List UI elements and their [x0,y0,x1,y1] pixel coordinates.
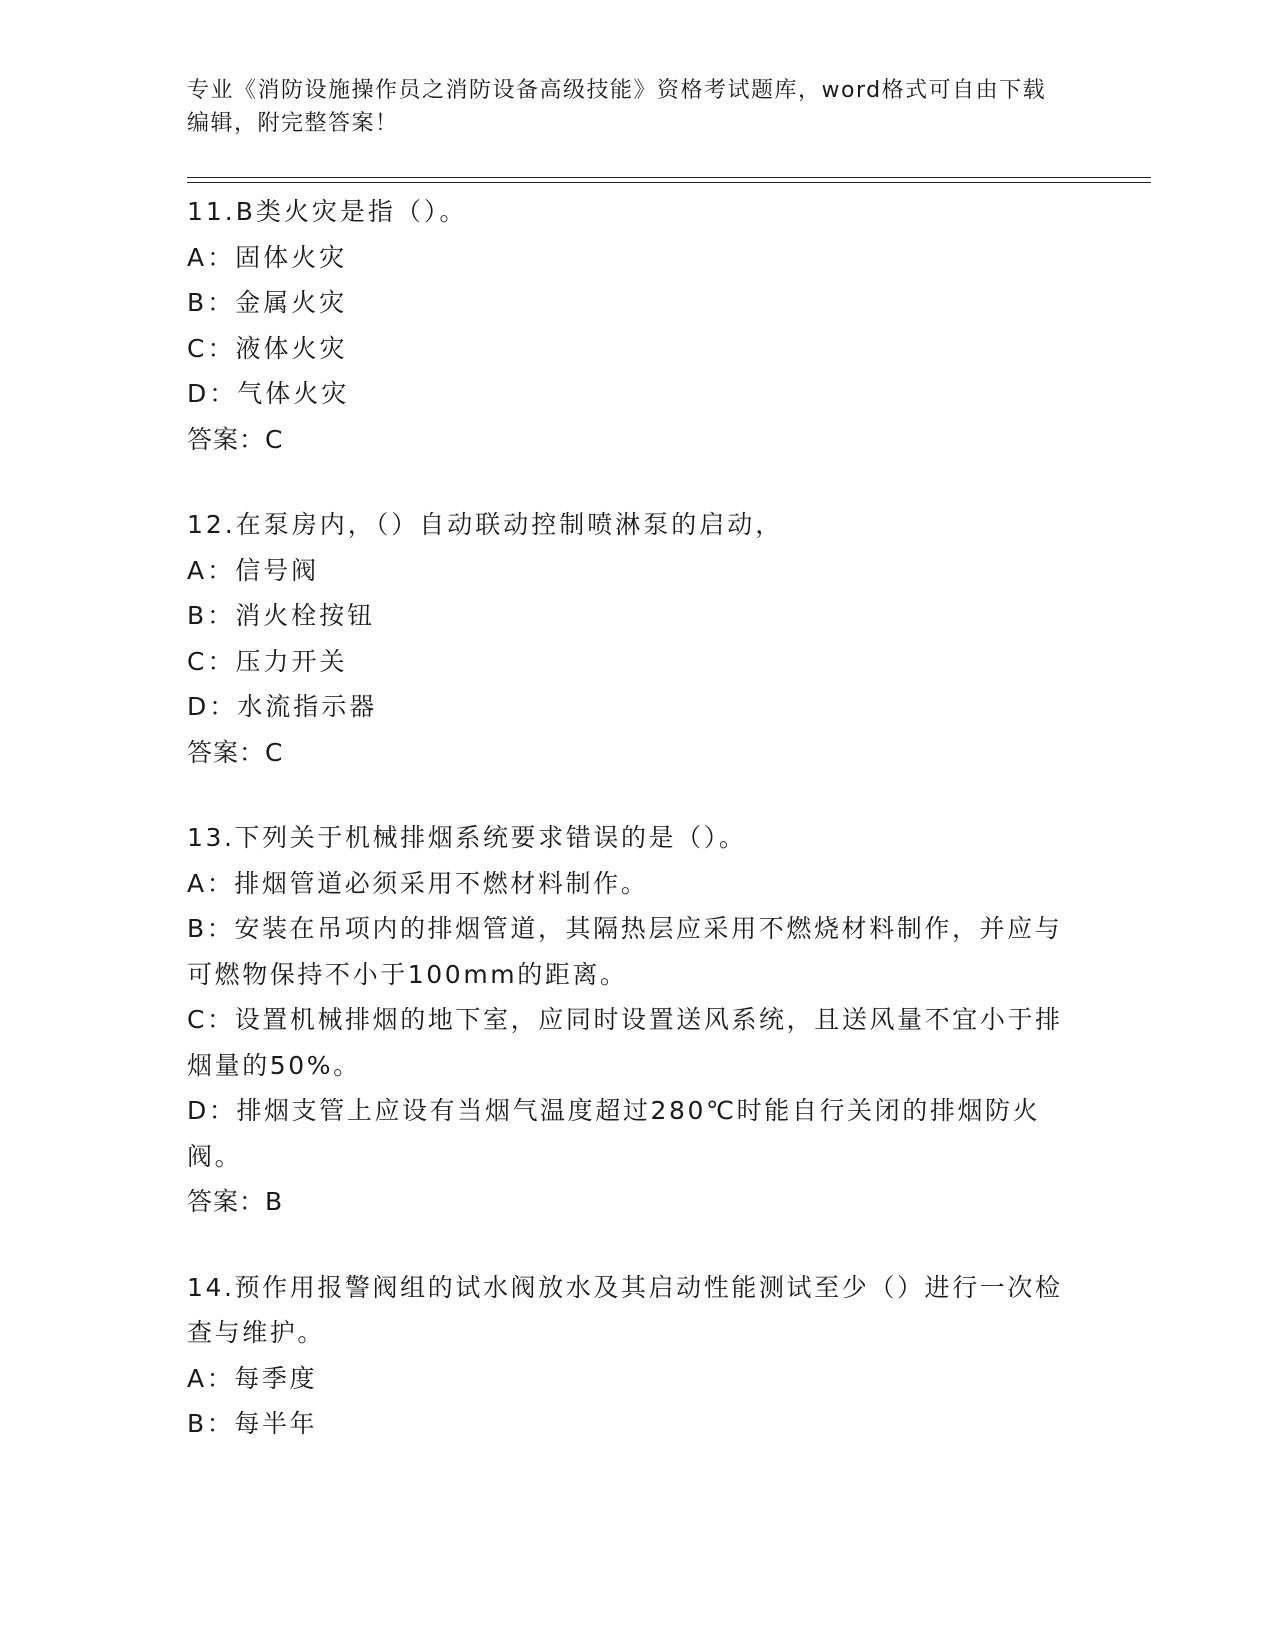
option-c: C：液体火灾 [187,333,348,363]
option-d: D：排烟支管上应设有当烟气温度超过280℃时能自行关闭的排烟防火阀。 [187,1096,1041,1171]
option-c: C：设置机械排烟的地下室，应同时设置送风系统，且送风量不宜小于排烟量的50%。 [187,1005,1063,1080]
answer: 答案：B [187,1187,284,1216]
option-b: B：消火栓按钮 [187,601,376,630]
answer: 答案：C [187,737,284,767]
header-rule-top [187,177,1151,178]
option-a: A：固体火灾 [187,242,348,272]
option-b: B：金属火灾 [187,288,348,317]
option-a: A：信号阀 [187,555,320,585]
question-13 [187,815,1077,1225]
question-14 [187,1265,1077,1447]
option-a: A：排烟管道必须采用不燃材料制作。 [187,868,649,898]
option-d: D：气体火灾 [187,379,350,408]
header-rule-bottom [187,182,1151,183]
answer: 答案：C [187,424,284,454]
document-header: 专业《消防设施操作员之消防设备高级技能》资格考试题库，word格式可自由下载编辑，附完整答案！ [187,78,1047,136]
option-d: D：水流指示器 [187,692,378,721]
question-11 [187,189,1077,462]
option-c: C：压力开关 [187,646,348,676]
question-stem: 12.在泵房内，（）自动联动控制喷淋泵的启动， [187,510,784,539]
option-b: B：安装在吊项内的排烟管道，其隔热层应采用不燃烧材料制作，并应与可燃物保持不小于100mm的距离。 [187,914,1063,989]
option-b: B：每半年 [187,1409,318,1438]
question-stem: 14.预作用报警阀组的试水阀放水及其启动性能测试至少（）进行一次检查与维护。 [187,1272,1063,1347]
option-a: A：每季度 [187,1363,318,1393]
question-stem: 13.下列关于机械排烟系统要求错误的是（）。 [187,823,747,852]
question-list [187,189,1077,1487]
question-12 [187,502,1077,775]
question-stem: 11.B类火灾是指（）。 [187,197,468,226]
